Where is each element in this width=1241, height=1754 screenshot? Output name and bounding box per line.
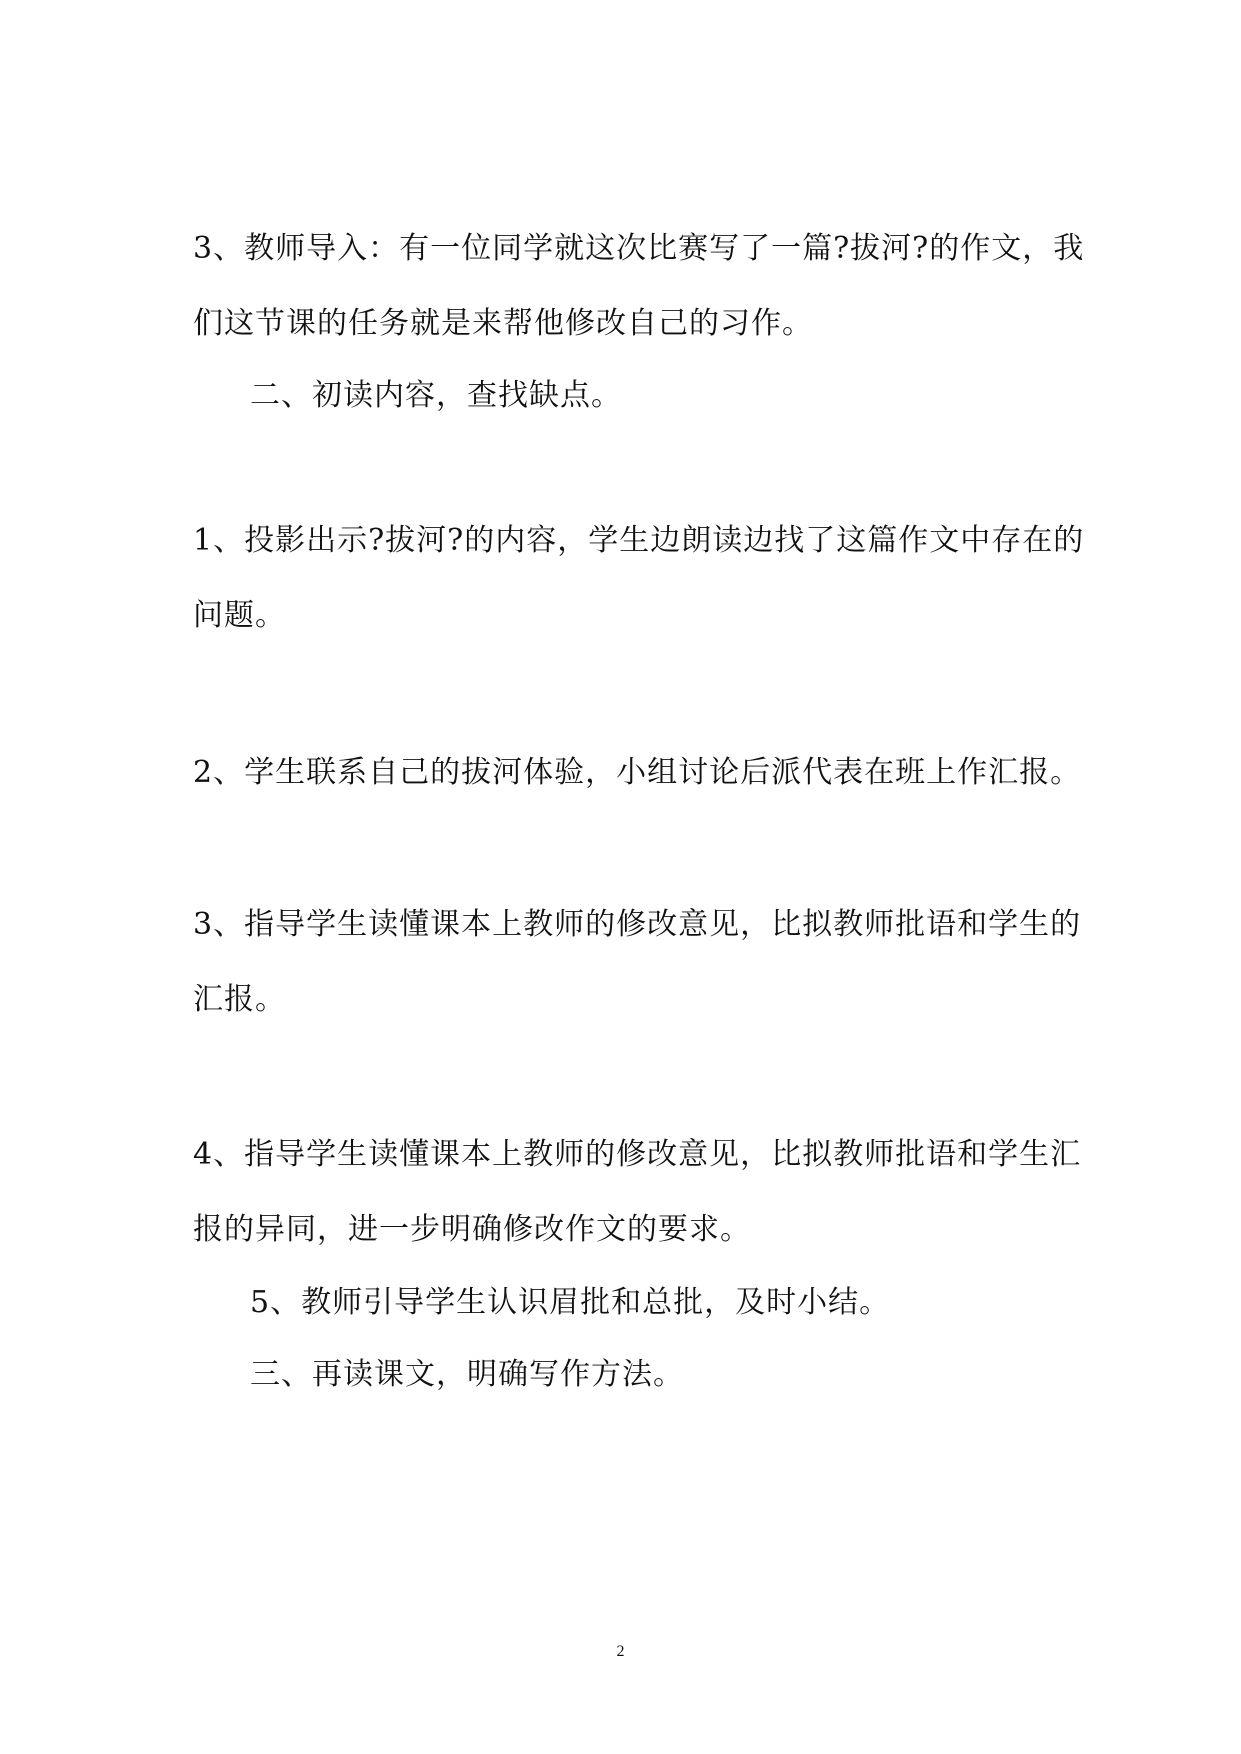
page-number: 2 <box>616 1643 625 1660</box>
section-heading-rereading: 三、再读课文，明确写作方法。 <box>250 1357 684 1392</box>
paragraph-teacher-intro-line-2: 们这节课的任务就是来帮他修改自己的习作。 <box>193 306 813 341</box>
paragraph-projection-line-2: 问题。 <box>193 598 286 633</box>
section-heading-first-reading: 二、初读内容，查找缺点。 <box>250 378 622 413</box>
paragraph-teacher-intro-line-1: 3、教师导入：有一位同学就这次比赛写了一篇?拔河?的作文，我 <box>193 231 1085 266</box>
paragraph-compare-comments-line-1: 3、指导学生读懂课本上教师的修改意见，比拟教师批语和学生的 <box>193 907 1082 942</box>
paragraph-revision-requirements-line-1: 4、指导学生读懂课本上教师的修改意见，比拟教师批语和学生汇 <box>193 1137 1082 1172</box>
paragraph-summary: 5、教师引导学生认识眉批和总批，及时小结。 <box>250 1285 891 1320</box>
paragraph-revision-requirements-line-2: 报的异同，进一步明确修改作文的要求。 <box>193 1212 751 1247</box>
paragraph-group-discussion: 2、学生联系自己的拔河体验，小组讨论后派代表在班上作汇报。 <box>193 755 1082 790</box>
paragraph-compare-comments-line-2: 汇报。 <box>193 982 286 1017</box>
paragraph-projection-line-1: 1、投影出示?拔河?的内容，学生边朗读边找了这篇作文中存在的 <box>193 523 1085 558</box>
